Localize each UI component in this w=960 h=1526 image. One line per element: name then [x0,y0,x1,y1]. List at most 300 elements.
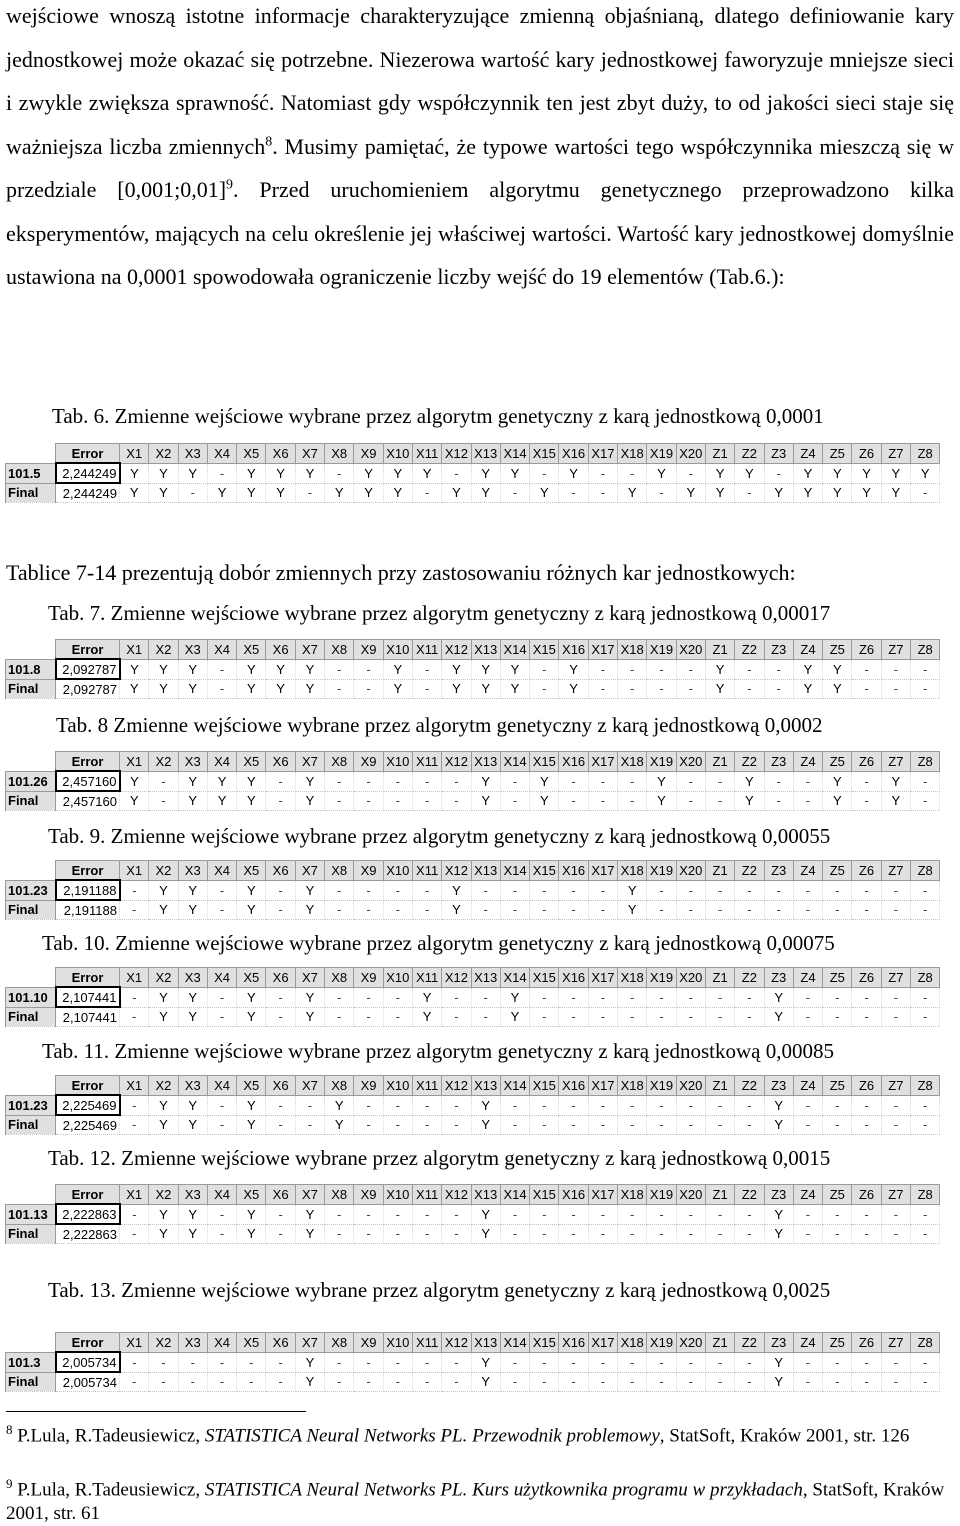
selection-cell: - [618,659,647,679]
selection-cell: Y [237,880,266,900]
selection-cell: - [764,463,793,483]
selection-cell: - [559,1224,588,1244]
selection-cell: Y [471,791,500,811]
selection-cell: Y [881,791,910,811]
column-header: X4 [207,861,236,881]
column-header: Z3 [764,1076,793,1096]
selection-cell: - [442,1007,471,1027]
selection-cell: - [588,1352,617,1372]
column-header: X14 [500,861,529,881]
selection-cell: Y [237,791,266,811]
paragraph-text-part-3: . Przed uruchomieniem algorytmu genetycznego przeprowadzono kilka eksperymentów, mających na celu określenie jej właściwej wartości. Wartość kary jednostkowej domyślnie ustawiona na 0,0001 spowodowała ograniczenie liczby wejść do 19 elementów (Tab.6.): [6,177,954,289]
column-header: X6 [266,968,295,988]
column-header: Z8 [911,861,940,881]
selection-cell: - [911,659,940,679]
table-row [6,1372,940,1392]
selection-cell: - [412,791,441,811]
selection-cell: - [325,900,354,920]
selection-cell: - [823,1352,852,1372]
table-header-row [6,861,940,881]
selection-cell: Y [178,1204,207,1224]
selection-cell: - [705,900,734,920]
selection-cell: Y [266,659,295,679]
column-header: Z6 [852,1185,881,1205]
column-header: X19 [647,640,676,660]
table-row [6,1224,940,1244]
column-header: X11 [412,640,441,660]
selection-cell: - [676,987,705,1007]
column-header: X5 [237,1185,266,1205]
selection-cell: - [588,1007,617,1027]
footnote-ref-9[interactable]: 9 [226,177,234,193]
column-header: X9 [354,968,383,988]
selection-cell: - [354,771,383,791]
selection-cell: Y [149,659,178,679]
selection-cell: - [823,1224,852,1244]
selection-cell: - [530,987,559,1007]
selection-cell: Y [237,1007,266,1027]
selection-cell: Y [442,659,471,679]
column-header: X11 [412,968,441,988]
selection-cell: - [442,1204,471,1224]
header-corner [6,861,56,881]
selection-cell: - [120,1224,149,1244]
selection-cell: - [823,987,852,1007]
column-header: X17 [588,968,617,988]
selection-cell: Y [471,1224,500,1244]
column-header: X15 [530,1076,559,1096]
selection-cell: Y [295,771,324,791]
column-header: Z5 [823,861,852,881]
table-row [6,880,940,900]
selection-cell: - [911,1007,940,1027]
column-header: X6 [266,1185,295,1205]
selection-cell: Y [295,659,324,679]
column-header: X3 [178,861,207,881]
selection-cell: - [383,1372,412,1392]
row-label: Final [6,679,56,699]
column-header: X1 [120,1185,149,1205]
row-label: Final [6,791,56,811]
selection-cell: - [823,1007,852,1027]
table-header-row [6,640,940,660]
selection-cell: Y [500,659,529,679]
selection-cell: Y [295,1224,324,1244]
column-header: X7 [295,1333,324,1353]
selection-cell: - [705,1204,734,1224]
selection-cell: Y [471,463,500,483]
selection-cell: Y [120,463,149,483]
row-label: Final [6,1372,56,1392]
column-header: X19 [647,1076,676,1096]
column-header: Z7 [881,752,910,772]
selection-cell: - [178,1352,207,1372]
column-header: X15 [530,752,559,772]
column-header: X2 [149,968,178,988]
table-header-row [6,968,940,988]
selection-cell: - [911,679,940,699]
column-header: X11 [412,444,441,464]
column-header: X4 [207,1076,236,1096]
selection-cell: Y [823,791,852,811]
column-header: X19 [647,1185,676,1205]
row-label: 101.23 [6,1095,56,1115]
selection-cell: - [618,1352,647,1372]
selection-cell: Y [618,483,647,503]
column-header: X2 [149,1333,178,1353]
selection-cell: - [120,1204,149,1224]
selection-cell: - [207,1224,236,1244]
selection-cell: - [705,1095,734,1115]
selection-cell: - [588,1204,617,1224]
selection-cell: - [911,791,940,811]
selection-cell: Y [383,659,412,679]
column-header: X16 [559,640,588,660]
column-header: X20 [676,640,705,660]
column-header: Z5 [823,640,852,660]
selection-cell: - [823,880,852,900]
column-header: X18 [618,1333,647,1353]
selection-cell: - [559,987,588,1007]
selection-cell: - [207,1007,236,1027]
selection-cell: - [266,791,295,811]
column-header: X14 [500,752,529,772]
selection-cell: - [588,1372,617,1392]
row-label: 101.3 [6,1352,56,1372]
selection-cell: - [735,659,764,679]
table-caption-13: Tab. 13. Zmienne wejściowe wybrane przez algorytm genetyczny z karą jednostkową 0,0025 [48,1278,831,1302]
column-header: X9 [354,1185,383,1205]
selection-cell: - [559,1352,588,1372]
selection-cell: - [207,679,236,699]
column-header: X18 [618,1076,647,1096]
footnote-9 [6,1472,951,1526]
selection-cell: - [881,1352,910,1372]
selection-cell: - [676,880,705,900]
selection-cell: Y [120,791,149,811]
selection-cell: - [881,1224,910,1244]
column-header: X15 [530,1333,559,1353]
table-header-row [6,1185,940,1205]
column-header: X1 [120,861,149,881]
footnote-ref-8[interactable]: 8 [265,134,273,150]
table-row [6,679,940,699]
column-header: Z2 [735,1333,764,1353]
table-header-row [6,1333,940,1353]
column-header: X18 [618,861,647,881]
selection-cell: - [325,463,354,483]
column-header: Z7 [881,444,910,464]
header-corner [6,752,56,772]
selection-cell: Y [412,987,441,1007]
selection-cell: - [705,1352,734,1372]
column-header: Z1 [705,1333,734,1353]
selection-cell: - [325,987,354,1007]
selection-cell: - [793,1352,822,1372]
selection-cell: - [354,1095,383,1115]
selection-cell: - [500,1204,529,1224]
column-header: Error [56,640,120,660]
footnote-authors: P.Lula, R.Tadeusiewicz, [17,1425,205,1447]
selection-cell: Y [881,483,910,503]
selection-cell: Y [764,1095,793,1115]
selection-cell: Y [793,463,822,483]
selection-cell: - [676,900,705,920]
selection-cell: - [764,900,793,920]
column-header: Z3 [764,1333,793,1353]
selection-cell: - [852,679,881,699]
selection-cell: - [823,1372,852,1392]
selection-cell: - [588,463,617,483]
selection-cell: - [530,1352,559,1372]
column-header: X10 [383,1185,412,1205]
selection-cell: - [500,791,529,811]
selection-cell: Y [325,1115,354,1135]
selection-cell: - [793,1095,822,1115]
selection-cell: Y [471,1204,500,1224]
selection-cell: - [149,771,178,791]
column-header: Z1 [705,752,734,772]
selection-cell: - [588,771,617,791]
selection-cell: - [266,1372,295,1392]
error-cell: 2,222863 [56,1224,120,1244]
selection-cell: Y [500,463,529,483]
selection-cell: - [530,1224,559,1244]
selection-cell: - [325,771,354,791]
column-header: X17 [588,752,617,772]
selection-cell: - [530,1115,559,1135]
selection-cell: - [354,880,383,900]
error-cell: 2,107441 [56,1007,120,1027]
selection-cell: - [588,791,617,811]
column-header: Z5 [823,1185,852,1205]
selection-cell: - [120,1372,149,1392]
selection-cell: - [676,463,705,483]
column-header: X13 [471,640,500,660]
column-header: Z1 [705,640,734,660]
selection-cell: - [911,880,940,900]
body-paragraph [6,0,954,299]
selection-cell: - [705,1372,734,1392]
error-cell: 2,092787 [56,659,120,679]
selection-cell: - [911,900,940,920]
selection-cell: - [647,1095,676,1115]
selection-cell: Y [237,1115,266,1135]
selection-cell: - [120,1352,149,1372]
column-header: X13 [471,752,500,772]
column-header: X16 [559,444,588,464]
selection-cell: - [881,987,910,1007]
selection-cell: - [852,880,881,900]
selection-cell: - [823,1204,852,1224]
selection-cell: - [412,1372,441,1392]
selection-cell: Y [295,1204,324,1224]
selection-cell: - [412,659,441,679]
error-cell: 2,107441 [56,987,120,1007]
selection-cell: - [852,1115,881,1135]
selection-cell: - [852,659,881,679]
selection-cell: Y [383,463,412,483]
selection-cell: - [588,1115,617,1135]
selection-cell: - [383,880,412,900]
column-header: Z2 [735,968,764,988]
selection-cell: - [705,1224,734,1244]
selection-cell: Y [207,791,236,811]
column-header: X8 [325,861,354,881]
column-header: Z6 [852,1076,881,1096]
selection-cell: - [530,679,559,699]
paragraph-text-part-1: wejściowe wnoszą istotne informacje charakteryzujące zmienną objaśnianą, dlatego definiowanie kary jednostkowej może okazać się potrzebne. Niezerowa wartość kary jednostkowej faworyzuje mniejsze sieci i zwykle zwiększa sprawność. Natomiast gdy współczynnik ten jest zbyt duży, to od jakości sieci staje się ważniejsza liczba zmiennych [6,3,954,159]
selection-cell: Y [149,900,178,920]
error-cell: 2,457160 [56,791,120,811]
column-header: X17 [588,1333,617,1353]
selection-cell: - [530,1204,559,1224]
column-header: X20 [676,444,705,464]
selection-cell: - [647,1352,676,1372]
selection-cell: - [178,1372,207,1392]
selection-cell: - [911,483,940,503]
column-header: X18 [618,968,647,988]
selection-cell: Y [764,1115,793,1135]
selection-cell: - [530,463,559,483]
error-cell: 2,092787 [56,679,120,699]
selection-cell: - [793,1372,822,1392]
selection-cell: Y [618,880,647,900]
column-header: Z3 [764,861,793,881]
error-cell: 2,222863 [56,1204,120,1224]
selection-cell: Y [149,1224,178,1244]
selection-cell: Y [178,900,207,920]
selection-cell: - [735,1115,764,1135]
selection-cell: - [354,1204,383,1224]
selection-cell: Y [178,659,207,679]
column-header: Z3 [764,968,793,988]
header-corner [6,968,56,988]
column-header: X4 [207,968,236,988]
selection-cell: Y [237,679,266,699]
selection-cell: - [354,679,383,699]
column-header: Z1 [705,1076,734,1096]
selection-cell: - [266,900,295,920]
column-header: X11 [412,1076,441,1096]
selection-cell: Y [178,1095,207,1115]
selection-cell: - [705,771,734,791]
selection-cell: - [588,659,617,679]
column-header: X15 [530,861,559,881]
selection-cell: - [354,1372,383,1392]
selection-cell: - [207,880,236,900]
selection-cell: - [618,679,647,699]
column-header: X1 [120,1333,149,1353]
column-header: X20 [676,752,705,772]
column-header: X8 [325,1185,354,1205]
column-header: X5 [237,861,266,881]
selection-cell: Y [237,483,266,503]
column-header: X8 [325,752,354,772]
selection-cell: - [676,1352,705,1372]
column-header: X1 [120,968,149,988]
column-header: X7 [295,752,324,772]
table-header-row [6,1076,940,1096]
selection-cell: - [647,1224,676,1244]
column-header: X12 [442,861,471,881]
column-header: Z8 [911,1076,940,1096]
selection-cell: - [207,900,236,920]
selection-cell: - [618,1115,647,1135]
selection-cell: - [383,900,412,920]
selection-cell: Y [266,679,295,699]
selection-cell: - [530,1372,559,1392]
selection-cell: - [588,483,617,503]
column-header: Z4 [793,444,822,464]
column-header: Error [56,861,120,881]
selection-cell: - [588,987,617,1007]
selection-cell: Y [412,463,441,483]
column-header: X2 [149,752,178,772]
selection-cell: - [588,1095,617,1115]
selection-cell: - [911,771,940,791]
selection-cell: Y [354,483,383,503]
header-corner [6,1076,56,1096]
column-header: X8 [325,1076,354,1096]
error-cell: 2,244249 [56,463,120,483]
selection-cell: - [852,1352,881,1372]
column-header: X10 [383,1333,412,1353]
selection-cell: - [266,771,295,791]
selection-cell: Y [354,463,383,483]
selection-cell: - [881,1204,910,1224]
selection-cell: - [471,900,500,920]
table-row [6,771,940,791]
table-row [6,483,940,503]
row-label: 101.8 [6,659,56,679]
column-header: X12 [442,1076,471,1096]
selection-cell: - [676,771,705,791]
error-cell: 2,005734 [56,1352,120,1372]
column-header: X9 [354,752,383,772]
selection-cell: Y [559,679,588,699]
column-header: X16 [559,861,588,881]
selection-cell: - [500,483,529,503]
footnote-title: STATISTICA Neural Networks PL. Przewodnik problemowy [204,1425,660,1447]
footnote-separator [6,1411,306,1412]
selection-cell: - [705,1007,734,1027]
column-header: Z2 [735,1185,764,1205]
selection-cell: Y [325,1095,354,1115]
variable-table-13 [5,1332,940,1392]
column-header: X9 [354,444,383,464]
selection-cell: - [530,880,559,900]
column-header: Z2 [735,640,764,660]
column-header: X16 [559,968,588,988]
selection-cell: - [207,463,236,483]
selection-cell: Y [530,771,559,791]
variable-table-12 [5,1184,940,1244]
variable-table-8 [5,751,940,811]
column-header: X17 [588,444,617,464]
row-label: 101.26 [6,771,56,791]
selection-cell: Y [559,659,588,679]
column-header: X18 [618,752,647,772]
selection-cell: - [676,1115,705,1135]
column-header: X4 [207,1185,236,1205]
column-header: Z4 [793,861,822,881]
selection-cell: Y [149,1115,178,1135]
selection-cell: - [676,791,705,811]
column-header: X3 [178,752,207,772]
column-header: X16 [559,1333,588,1353]
variable-table-10 [5,967,940,1027]
